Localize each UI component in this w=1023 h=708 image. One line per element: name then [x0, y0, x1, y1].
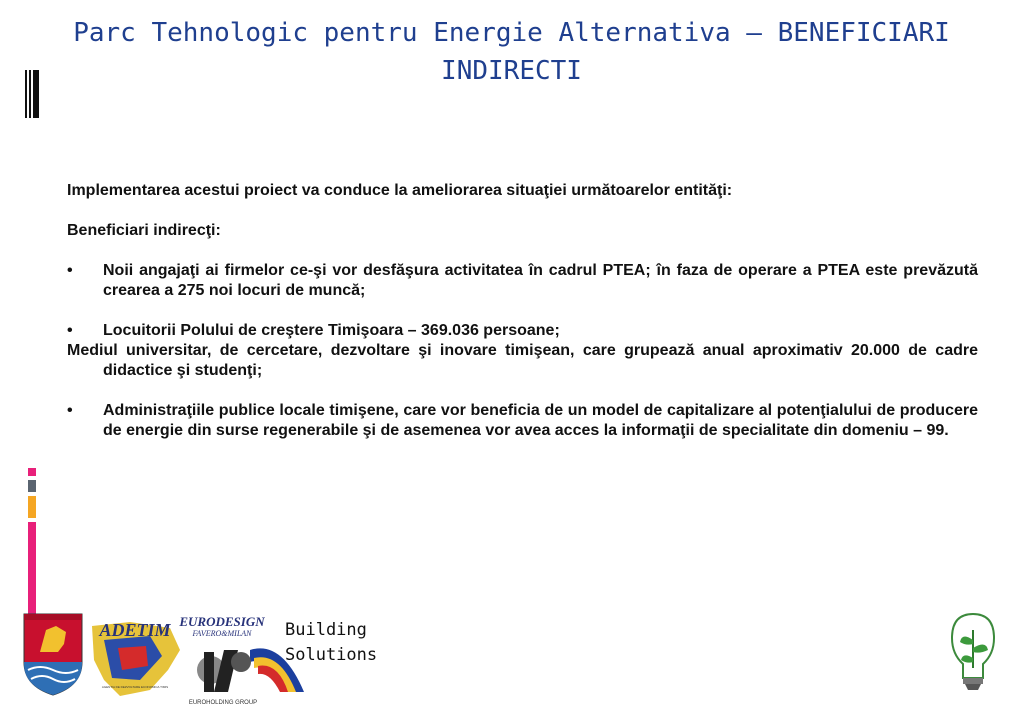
bullet-symbol: • [67, 262, 73, 279]
building-solutions-logo [285, 618, 377, 668]
bullet-symbol: • [67, 402, 73, 419]
building-solutions-line-1: Building [285, 620, 367, 640]
adetim-caption: AGENTIA DE DEZVOLTARE ECONOMICA TIMIS [101, 685, 169, 689]
green-bulb-logo [952, 614, 994, 690]
hanging-paragraph: Mediul universitar, de cercetare, dezvoltare şi inovare timişean, care grupează anual aproximativ 20.000 de cadre didactice şi studenţi; [67, 342, 978, 379]
slide-title [0, 14, 1023, 90]
adetim-wordmark: ADETIM [99, 620, 171, 640]
bullet-symbol: • [67, 322, 73, 339]
timis-coat-of-arms-logo [24, 614, 82, 695]
bullet-text: Administraţiile publice locale timişene, care vor beneficia de un model de capitalizare al potenţialului de producere de energie din surse regenerabile şi de asemenea vor avea acces la informaţii de specialitate din domeniu – 99. [103, 402, 978, 439]
eurodesign-subtitle: FAVERO&MILAN [192, 629, 252, 638]
barcode-decoration [25, 70, 39, 118]
slide-body [67, 181, 978, 441]
bullet-text: Locuitorii Polului de creştere Timişoara – 369.036 persoane; [103, 322, 560, 339]
bullet-item [67, 401, 978, 441]
adetim-logo [92, 620, 180, 696]
logo-strip [0, 600, 1023, 708]
building-solutions-line-2: Solutions [285, 645, 378, 665]
eurodesign-wordmark: EURODESIGN [179, 614, 265, 629]
slide-title-line-1: Parc Tehnologic pentru Energie Alternativa – BENEFICIARI [73, 18, 950, 48]
bullet-item [67, 321, 978, 341]
bullet-item [67, 261, 978, 301]
intro-paragraph: Implementarea acestui proiect va conduce la ameliorarea situaţiei următoarelor entităţi: [67, 182, 733, 199]
slide-title-line-2: INDIRECTI [441, 56, 582, 86]
bullet-text: Noii angajaţi ai firmelor ce-şi vor desfăşura activitatea în cadrul PTEA; în faza de operare a PTEA este prevăzută crearea a 275 noi locuri de muncă; [103, 262, 978, 299]
subheading: Beneficiari indirecţi: [67, 222, 221, 239]
euroholding-caption: EUROHOLDING GROUP [188, 700, 258, 706]
